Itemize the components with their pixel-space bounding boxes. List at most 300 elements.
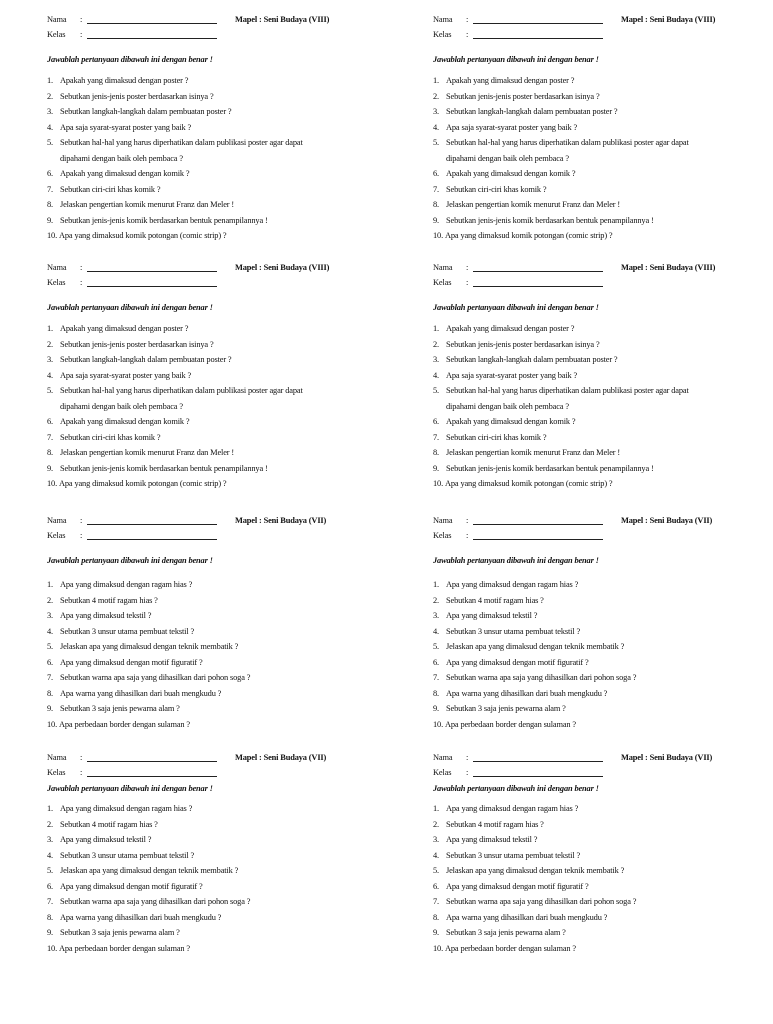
question-item <box>433 104 773 120</box>
question-text: Apa perbedaan border dengan sulaman ? <box>445 943 576 953</box>
colon: : <box>466 531 469 540</box>
question-item <box>47 608 387 624</box>
question-number: 10. <box>47 231 58 240</box>
question-item <box>47 686 387 702</box>
question-number: 8. <box>47 448 53 457</box>
question-item <box>433 717 773 733</box>
instruction: Jawablah pertanyaan dibawah ini dengan benar ! <box>433 55 599 64</box>
question-item <box>433 624 773 640</box>
question-number: 5. <box>433 642 439 651</box>
nama-row <box>47 12 387 27</box>
question-text: Sebutkan hal-hal yang harus diperhatikan dalam publikasi poster agar dapat <box>60 138 303 147</box>
question-item <box>47 717 387 733</box>
instruction-clipped <box>433 781 773 793</box>
question-item <box>433 73 773 89</box>
nama-row <box>433 513 773 528</box>
question-number: 5. <box>47 866 53 875</box>
nama-row <box>47 750 387 765</box>
question-number: 2. <box>47 819 53 829</box>
question-text: Apa yang dimaksud tekstil ? <box>446 835 538 844</box>
question-text: Apa yang dimaksud dengan ragam hias ? <box>60 580 193 589</box>
question-number: 2. <box>47 339 53 349</box>
question-item <box>433 670 773 686</box>
kelas-row <box>47 27 387 42</box>
question-text: Sebutkan 4 motif ragam hias ? <box>60 819 158 829</box>
question-item <box>433 89 773 105</box>
instruction: Jawablah pertanyaan dibawah ini dengan benar ! <box>47 55 213 64</box>
question-number: 3. <box>47 107 53 116</box>
question-text: Apa yang dimaksud dengan ragam hias ? <box>446 580 579 589</box>
question-item <box>47 213 387 229</box>
colon: : <box>80 30 83 39</box>
nama-blank-line <box>87 524 217 525</box>
question-number: 9. <box>47 928 53 937</box>
question-number: 5. <box>433 386 439 395</box>
question-item <box>47 863 387 879</box>
question-text: Apa perbedaan border dengan sulaman ? <box>445 719 576 729</box>
question-number: 4. <box>433 626 439 636</box>
question-number: 3. <box>47 835 53 844</box>
colon: : <box>466 753 469 762</box>
colon: : <box>466 30 469 39</box>
question-number: 10. <box>433 943 444 953</box>
question-number: 10. <box>47 943 58 953</box>
question-item <box>433 430 773 446</box>
question-number: 4. <box>47 370 53 380</box>
nama-label: Nama <box>47 263 67 272</box>
question-text: Apa yang dimaksud dengan motif figuratif ? <box>60 657 203 667</box>
question-item <box>433 879 773 895</box>
question-list <box>433 801 773 956</box>
instruction: Jawablah pertanyaan dibawah ini dengan benar ! <box>433 303 599 312</box>
question-text: Sebutkan warna apa saja yang dihasilkan dari pohon soga ? <box>60 673 251 682</box>
nama-row <box>47 513 387 528</box>
question-text: Jelaskan apa yang dimaksud dengan teknik membatik ? <box>60 866 239 875</box>
question-number: 9. <box>433 215 439 225</box>
question-number: 4. <box>433 122 439 132</box>
question-item <box>433 321 773 337</box>
kelas-label: Kelas <box>433 531 452 540</box>
question-text-continued: dipahami dengan baik oleh pembaca ? <box>60 401 183 411</box>
question-text: Jelaskan apa yang dimaksud dengan teknik membatik ? <box>446 866 625 875</box>
question-text: Sebutkan langkah-langkah dalam pembuatan poster ? <box>446 355 618 364</box>
question-item <box>433 166 773 182</box>
question-text: Sebutkan 3 unsur utama pembuat tekstil ? <box>60 626 195 636</box>
question-number: 10. <box>433 719 444 729</box>
question-number: 7. <box>47 184 53 194</box>
question-item <box>47 430 387 446</box>
question-text: Apa saja syarat-syarat poster yang baik ? <box>60 122 192 132</box>
question-text: Apa saja syarat-syarat poster yang baik ? <box>446 370 578 380</box>
colon: : <box>466 278 469 287</box>
question-number: 3. <box>433 355 439 364</box>
nama-blank-line <box>473 524 603 525</box>
question-item <box>47 577 387 593</box>
question-item <box>433 352 773 368</box>
question-item <box>47 337 387 353</box>
nama-row <box>47 260 387 275</box>
question-text: Jelaskan pengertian komik menurut Franz dan Meler ! <box>446 448 620 457</box>
question-text: Sebutkan warna apa saja yang dihasilkan dari pohon soga ? <box>446 897 637 906</box>
question-item <box>433 639 773 655</box>
mapel-label: Mapel : Seni Budaya (VIII) <box>621 263 716 272</box>
kelas-row <box>433 765 773 780</box>
colon: : <box>80 15 83 24</box>
question-text: Apa yang dimaksud komik potongan (comic strip) ? <box>59 479 227 488</box>
worksheet-card-viii-3 <box>47 260 387 492</box>
question-number: 6. <box>433 881 439 891</box>
question-text: Apakah yang dimaksud dengan poster ? <box>60 324 189 333</box>
question-text: Sebutkan langkah-langkah dalam pembuatan poster ? <box>60 107 232 116</box>
question-item <box>433 383 773 414</box>
question-number: 2. <box>433 595 439 605</box>
question-list <box>47 801 387 956</box>
question-number: 6. <box>47 881 53 891</box>
question-number: 1. <box>47 76 53 85</box>
question-number: 1. <box>433 580 439 589</box>
question-text-continued: dipahami dengan baik oleh pembaca ? <box>446 153 569 163</box>
question-item <box>433 476 773 492</box>
kelas-label: Kelas <box>47 768 66 777</box>
worksheet-card-vii-4 <box>433 750 773 956</box>
question-text: Apa warna yang dihasilkan dari buah mengkudu ? <box>60 912 222 922</box>
kelas-label: Kelas <box>433 278 452 287</box>
question-item <box>47 476 387 492</box>
question-text: Apakah yang dimaksud dengan komik ? <box>446 169 576 178</box>
question-item <box>433 593 773 609</box>
nama-label: Nama <box>433 753 453 762</box>
question-text-continued: dipahami dengan baik oleh pembaca ? <box>60 153 183 163</box>
nama-label: Nama <box>47 516 67 525</box>
kelas-blank-line <box>87 38 217 39</box>
question-item <box>433 135 773 166</box>
question-number: 1. <box>433 804 439 813</box>
question-number: 3. <box>47 355 53 364</box>
nama-label: Nama <box>433 516 453 525</box>
kelas-blank-line <box>87 539 217 540</box>
mapel-label: Mapel : Seni Budaya (VII) <box>235 753 327 762</box>
kelas-row <box>433 528 773 543</box>
mapel-label: Mapel : Seni Budaya (VII) <box>235 516 327 525</box>
nama-label: Nama <box>47 753 67 762</box>
colon: : <box>466 768 469 777</box>
question-item <box>433 337 773 353</box>
question-text: Apa yang dimaksud komik potongan (comic strip) ? <box>445 479 613 488</box>
question-item <box>47 383 387 414</box>
question-text: Sebutkan hal-hal yang harus diperhatikan dalam publikasi poster agar dapat <box>446 138 689 147</box>
question-text: Sebutkan langkah-langkah dalam pembuatan poster ? <box>446 107 618 116</box>
instruction: Jawablah pertanyaan dibawah ini dengan benar ! <box>433 556 599 565</box>
question-text: Jelaskan pengertian komik menurut Franz dan Meler ! <box>60 448 234 457</box>
question-number: 5. <box>47 386 53 395</box>
question-number: 4. <box>433 370 439 380</box>
question-item <box>47 120 387 136</box>
question-number: 1. <box>433 76 439 85</box>
question-text: Apa yang dimaksud tekstil ? <box>60 611 152 620</box>
worksheet-card-vii-1 <box>47 513 387 732</box>
question-text: Apa warna yang dihasilkan dari buah mengkudu ? <box>446 912 608 922</box>
question-item <box>433 701 773 717</box>
question-list <box>47 577 387 732</box>
question-item <box>47 894 387 910</box>
colon: : <box>80 516 83 525</box>
question-item <box>47 89 387 105</box>
question-text: Sebutkan warna apa saja yang dihasilkan dari pohon soga ? <box>60 897 251 906</box>
question-item <box>433 213 773 229</box>
question-text: Jelaskan apa yang dimaksud dengan teknik membatik ? <box>60 642 239 651</box>
question-text: Apa yang dimaksud komik potongan (comic strip) ? <box>59 231 227 240</box>
question-text: Apa yang dimaksud dengan motif figuratif ? <box>60 881 203 891</box>
question-number: 9. <box>433 463 439 473</box>
question-item <box>47 925 387 941</box>
question-text: Sebutkan 3 saja jenis pewarna alam ? <box>60 704 180 713</box>
question-text: Sebutkan jenis-jenis komik berdasarkan bentuk penampilannya ! <box>60 463 268 473</box>
nama-blank-line <box>473 271 603 272</box>
nama-label: Nama <box>433 263 453 272</box>
worksheet-card-viii-1 <box>47 12 387 244</box>
kelas-label: Kelas <box>433 768 452 777</box>
question-item <box>47 801 387 817</box>
question-number: 3. <box>433 611 439 620</box>
colon: : <box>80 753 83 762</box>
question-number: 6. <box>433 169 439 178</box>
question-text: Sebutkan jenis-jenis poster berdasarkan isinya ? <box>446 91 600 101</box>
instruction: Jawablah pertanyaan dibawah ini dengan benar ! <box>47 556 213 565</box>
question-number: 4. <box>47 850 53 860</box>
kelas-blank-line <box>473 776 603 777</box>
question-list <box>433 321 773 492</box>
instruction-clipped <box>47 781 387 793</box>
question-text: Sebutkan warna apa saja yang dihasilkan dari pohon soga ? <box>446 673 637 682</box>
kelas-row <box>433 27 773 42</box>
nama-blank-line <box>87 761 217 762</box>
question-item <box>433 686 773 702</box>
question-item <box>47 670 387 686</box>
question-number: 9. <box>47 704 53 713</box>
question-item <box>47 461 387 477</box>
question-number: 1. <box>47 324 53 333</box>
question-number: 7. <box>433 432 439 442</box>
question-number: 4. <box>47 122 53 132</box>
question-item <box>433 461 773 477</box>
question-text: Apa warna yang dihasilkan dari buah mengkudu ? <box>446 688 608 698</box>
nama-blank-line <box>87 271 217 272</box>
question-text: Sebutkan jenis-jenis komik berdasarkan bentuk penampilannya ! <box>60 215 268 225</box>
worksheet-card-vii-3 <box>47 750 387 956</box>
mapel-label: Mapel : Seni Budaya (VIII) <box>621 15 716 24</box>
question-item <box>47 639 387 655</box>
question-text: Sebutkan 4 motif ragam hias ? <box>446 819 544 829</box>
question-text: Sebutkan 4 motif ragam hias ? <box>446 595 544 605</box>
mapel-label: Mapel : Seni Budaya (VIII) <box>235 15 330 24</box>
colon: : <box>466 15 469 24</box>
question-number: 5. <box>47 138 53 147</box>
question-number: 6. <box>47 657 53 667</box>
question-text: Sebutkan ciri-ciri khas komik ? <box>60 432 161 442</box>
question-item <box>433 197 773 213</box>
question-text-continued: dipahami dengan baik oleh pembaca ? <box>446 401 569 411</box>
question-item <box>47 228 387 244</box>
question-text: Apakah yang dimaksud dengan komik ? <box>446 417 576 426</box>
question-text: Apa yang dimaksud komik potongan (comic strip) ? <box>445 231 613 240</box>
question-number: 8. <box>47 688 53 698</box>
question-item <box>433 863 773 879</box>
kelas-label: Kelas <box>433 30 452 39</box>
instruction: Jawablah pertanyaan dibawah ini dengan benar ! <box>433 784 599 793</box>
question-item <box>47 368 387 384</box>
question-number: 4. <box>433 850 439 860</box>
question-item <box>433 414 773 430</box>
question-number: 9. <box>433 928 439 937</box>
colon: : <box>80 531 83 540</box>
question-number: 1. <box>47 804 53 813</box>
question-item <box>433 941 773 957</box>
mapel-label: Mapel : Seni Budaya (VII) <box>621 516 713 525</box>
question-text: Apa perbedaan border dengan sulaman ? <box>59 719 190 729</box>
colon: : <box>80 768 83 777</box>
question-number: 8. <box>433 448 439 457</box>
question-item <box>47 414 387 430</box>
question-item <box>47 848 387 864</box>
kelas-blank-line <box>473 286 603 287</box>
question-text: Sebutkan 3 unsur utama pembuat tekstil ? <box>446 850 581 860</box>
question-item <box>47 166 387 182</box>
question-number: 3. <box>47 611 53 620</box>
kelas-blank-line <box>87 286 217 287</box>
question-number: 2. <box>433 339 439 349</box>
question-item <box>47 445 387 461</box>
kelas-label: Kelas <box>47 278 66 287</box>
question-number: 6. <box>433 417 439 426</box>
kelas-row <box>47 528 387 543</box>
question-item <box>47 624 387 640</box>
question-number: 5. <box>47 642 53 651</box>
question-item <box>433 368 773 384</box>
question-text: Jelaskan pengertian komik menurut Franz dan Meler ! <box>446 200 620 209</box>
question-number: 10. <box>47 719 58 729</box>
question-text: Apakah yang dimaksud dengan komik ? <box>60 417 190 426</box>
question-item <box>47 197 387 213</box>
question-item <box>47 910 387 926</box>
question-item <box>433 894 773 910</box>
question-number: 7. <box>433 184 439 194</box>
question-number: 7. <box>47 673 53 682</box>
question-number: 8. <box>433 688 439 698</box>
nama-label: Nama <box>433 15 453 24</box>
question-item <box>47 135 387 166</box>
worksheet-card-viii-4 <box>433 260 773 492</box>
question-item <box>433 445 773 461</box>
question-text: Apakah yang dimaksud dengan poster ? <box>446 76 575 85</box>
question-item <box>47 879 387 895</box>
question-number: 6. <box>47 417 53 426</box>
mapel-label: Mapel : Seni Budaya (VII) <box>621 753 713 762</box>
question-list <box>433 73 773 244</box>
question-text: Sebutkan 3 unsur utama pembuat tekstil ? <box>60 850 195 860</box>
question-item <box>433 182 773 198</box>
question-item <box>47 701 387 717</box>
question-text: Apa saja syarat-syarat poster yang baik ? <box>60 370 192 380</box>
question-item <box>433 848 773 864</box>
question-text: Sebutkan langkah-langkah dalam pembuatan poster ? <box>60 355 232 364</box>
nama-row <box>433 750 773 765</box>
question-item <box>433 832 773 848</box>
question-number: 7. <box>433 673 439 682</box>
question-item <box>433 817 773 833</box>
colon: : <box>466 263 469 272</box>
question-text: Sebutkan ciri-ciri khas komik ? <box>446 184 547 194</box>
question-text: Sebutkan ciri-ciri khas komik ? <box>446 432 547 442</box>
question-item <box>47 941 387 957</box>
question-number: 8. <box>47 912 53 922</box>
question-text: Sebutkan hal-hal yang harus diperhatikan dalam publikasi poster agar dapat <box>446 386 689 395</box>
question-text: Apakah yang dimaksud dengan poster ? <box>60 76 189 85</box>
question-text: Sebutkan 4 motif ragam hias ? <box>60 595 158 605</box>
question-text: Sebutkan jenis-jenis komik berdasarkan bentuk penampilannya ! <box>446 463 654 473</box>
question-number: 10. <box>433 231 444 240</box>
nama-blank-line <box>87 23 217 24</box>
question-number: 3. <box>433 835 439 844</box>
question-text: Apa yang dimaksud tekstil ? <box>60 835 152 844</box>
question-text: Apa yang dimaksud dengan ragam hias ? <box>446 804 579 813</box>
question-number: 2. <box>433 819 439 829</box>
question-number: 10. <box>433 479 444 488</box>
worksheet-card-viii-2 <box>433 12 773 244</box>
question-number: 3. <box>433 107 439 116</box>
kelas-blank-line <box>473 38 603 39</box>
worksheet-card-vii-2 <box>433 513 773 732</box>
question-item <box>47 817 387 833</box>
question-number: 1. <box>433 324 439 333</box>
question-number: 2. <box>433 91 439 101</box>
kelas-row <box>433 275 773 290</box>
question-text: Sebutkan 3 unsur utama pembuat tekstil ? <box>446 626 581 636</box>
question-text: Apakah yang dimaksud dengan komik ? <box>60 169 190 178</box>
question-text: Sebutkan 3 saja jenis pewarna alam ? <box>446 928 566 937</box>
kelas-label: Kelas <box>47 30 66 39</box>
question-text: Sebutkan jenis-jenis poster berdasarkan isinya ? <box>446 339 600 349</box>
question-text: Apa perbedaan border dengan sulaman ? <box>59 943 190 953</box>
question-item <box>433 801 773 817</box>
question-number: 4. <box>47 626 53 636</box>
question-number: 9. <box>433 704 439 713</box>
question-text: Jelaskan apa yang dimaksud dengan teknik membatik ? <box>446 642 625 651</box>
question-item <box>433 228 773 244</box>
kelas-row <box>47 765 387 780</box>
question-text: Apa warna yang dihasilkan dari buah mengkudu ? <box>60 688 222 698</box>
question-text: Sebutkan jenis-jenis poster berdasarkan isinya ? <box>60 91 214 101</box>
question-text: Sebutkan 3 saja jenis pewarna alam ? <box>60 928 180 937</box>
question-number: 7. <box>47 897 53 906</box>
question-item <box>47 73 387 89</box>
nama-label: Nama <box>47 15 67 24</box>
colon: : <box>80 263 83 272</box>
question-number: 9. <box>47 215 53 225</box>
question-list <box>47 321 387 492</box>
question-item <box>433 577 773 593</box>
kelas-label: Kelas <box>47 531 66 540</box>
question-item <box>433 910 773 926</box>
question-text: Sebutkan jenis-jenis poster berdasarkan isinya ? <box>60 339 214 349</box>
instruction: Jawablah pertanyaan dibawah ini dengan benar ! <box>47 784 213 793</box>
question-list <box>47 73 387 244</box>
question-number: 8. <box>47 200 53 209</box>
nama-row <box>433 260 773 275</box>
question-text: Apa saja syarat-syarat poster yang baik ? <box>446 122 578 132</box>
question-text: Apa yang dimaksud dengan ragam hias ? <box>60 804 193 813</box>
question-number: 7. <box>433 897 439 906</box>
question-number: 2. <box>47 595 53 605</box>
